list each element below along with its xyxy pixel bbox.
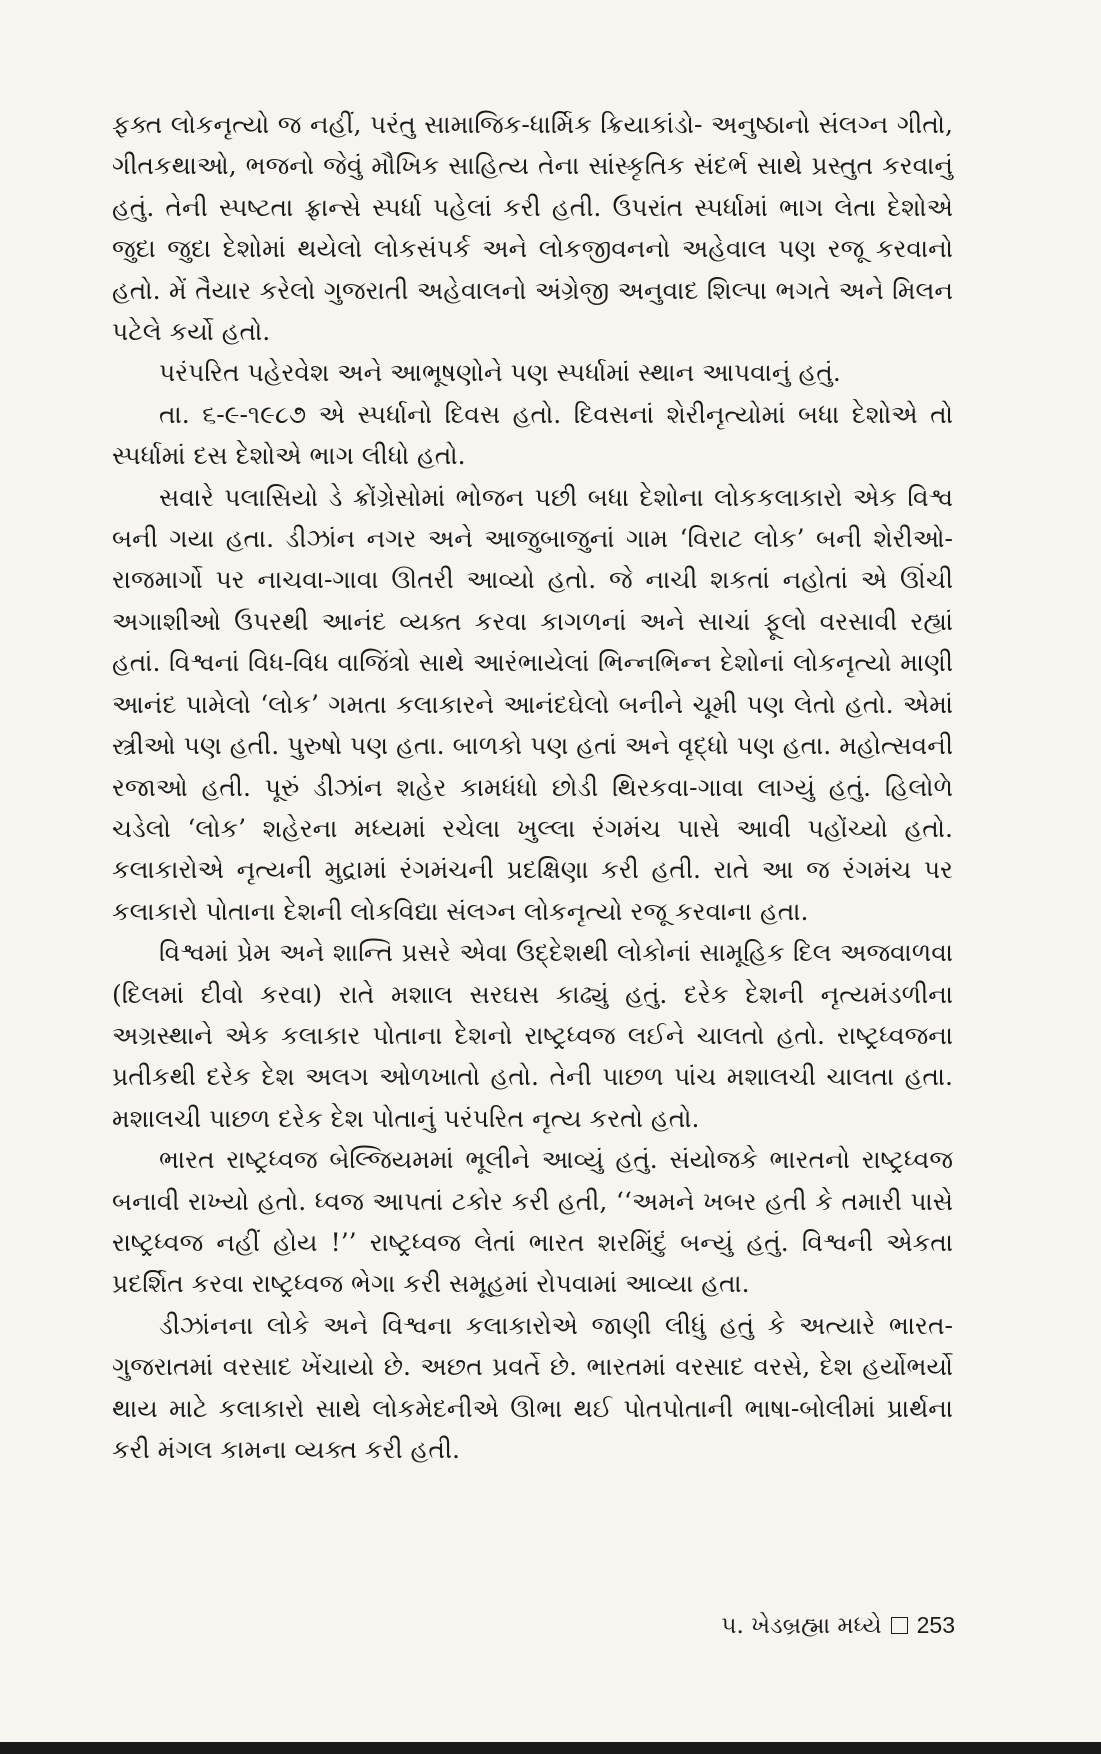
- paragraph-3: તા. ૬-૯-૧૯૮૭ એ સ્પર્ધાનો દિવસ હતો. દિવસનાં શેરીનૃત્યોમાં બધા દેશોએ તો સ્પર્ધામાં દસ દેશોએ ભાગ લીધો હતો.: [112, 399, 953, 471]
- paragraph-2: પરંપરિત પહેરવેશ અને આભૂષણોને પણ સ્પર્ધામાં સ્થાન આપવાનું હતું.: [159, 358, 841, 388]
- paragraph-6: ભારત રાષ્ટ્રધ્વજ બેલ્જિયમમાં ભૂલીને આવ્યું હતું. સંયોજકે ભારતનો રાષ્ટ્રધ્વજ બનાવી રાખ્યો હતો. ધ્વજ આપતાં ટકોર કરી હતી, ‘‘અમને ખબર હતી કે તમારી પાસે રાષ્ટ્રધ્વજ નહીં હોય !’’ રાષ્ટ્રધ્વજ લેતાં ભારત શરમિંદું બન્યું હતું. વિશ્વની એકતા પ્રદર્શિત કરવા રાષ્ટ્રધ્વજ ભેગા કરી સમૂહમાં રોપવામાં આવ્યા હતા.: [112, 1145, 953, 1299]
- scan-edge: [0, 1742, 1101, 1754]
- box-icon: [891, 1617, 908, 1634]
- page-number: 253: [916, 1612, 955, 1638]
- body-text: [112, 104, 953, 1470]
- paragraph-7: ડીઝાંનના લોકે અને વિશ્વના કલાકારોએ જાણી લીધું હતું કે અત્યારે ભારત-ગુજરાતમાં વરસાદ ખેંચાયો છે. અછત પ્રવર્તે છે. ભારતમાં વરસાદ વરસે, દેશ હર્યોભર્યો થાય માટે કલાકારો સાથે લોકમેદનીએ ઊભા થઈ પોતપોતાની ભાષા-બોલીમાં પ્રાર્થના કરી મંગલ કામના વ્યક્ત કરી હતી.: [112, 1310, 953, 1464]
- running-head: ૫. ખેડબ્રહ્મા મધ્યે: [721, 1612, 882, 1639]
- paragraph-5: વિશ્વમાં પ્રેમ અને શાન્તિ પ્રસરે એવા ઉદ્દેશથી લોકોનાં સામૂહિક દિલ અજવાળવા (દિલમાં દીવો કરવા) રાતે મશાલ સરઘસ કાઢ્યું હતું. દરેક દેશની નૃત્યમંડળીના અગ્રસ્થાને એક કલાકાર પોતાના દેશનો રાષ્ટ્રધ્વજ લઈને ચાલતો હતો. રાષ્ટ્રધ્વજના પ્રતીકથી દરેક દેશ અલગ ઓળખાતો હતો. તેની પાછળ પાંચ મશાલચી ચાલતા હતા. મશાલચી પાછળ દરેક દેશ પોતાનું પરંપરિત નૃત્ય કરતો હતો.: [112, 938, 953, 1133]
- paragraph-4: સવારે પલાસિયો ડે ક્રોંગ્રેસોમાં ભોજન પછી બધા દેશોના લોકકલાકારો એક વિશ્વ બની ગયા હતા. ડીઝાંન નગર અને આજુબાજુનાં ગામ ‘વિરાટ લોક’ બની શેરીઓ-રાજમાર્ગો પર નાચવા-ગાવા ઊતરી આવ્યો હતો. જે નાચી શકતાં નહોતાં એ ઊંચી અગાશીઓ ઉપરથી આનંદ વ્યક્ત કરવા કાગળનાં અને સાચાં ફૂલો વરસાવી રહ્યાં હતાં. વિશ્વનાં વિધ-વિધ વાજિંત્રો સાથે આરંભાયેલાં ભિન્નભિન્ન દેશોનાં લોકનૃત્યો માણી આનંદ પામેલો ‘લોક’ ગમતા કલાકારને આનંદઘેલો બનીને ચૂમી પણ લેતો હતો. એમાં સ્ત્રીઓ પણ હતી. પુરુષો પણ હતા. બાળકો પણ હતાં અને વૃદ્ધો પણ હતા. મહોત્સવની રજાઓ હતી. પૂરું ડીઝાંન શહેર કામધંધો છોડી થિરકવા-ગાવા લાગ્યું હતું. હિલોળે ચડેલો ‘લોક’ શહેરના મધ્યમાં રચેલા ખુલ્લા રંગમંચ પાસે આવી પહોંચ્યો હતો. કલાકારોએ નૃત્યની મુદ્રામાં રંગમંચની પ્રદક્ષિણા કરી હતી. રાતે આ જ રંગમંચ પર કલાકારો પોતાના દેશની લોકવિદ્યા સંલગ્ન લોકનૃત્યો રજૂ કરવાના હતા.: [112, 482, 953, 926]
- paragraph-1: ફક્ત લોકનૃત્યો જ નહીં, પરંતુ સામાજિક-ધાર્મિક ક્રિયાકાંડો- અનુષ્ઠાનો સંલગ્ન ગીતો, ગીતકથાઓ, ભજનો જેવું મૌખિક સાહિત્ય તેના સાંસ્કૃતિક સંદર્ભ સાથે પ્રસ્તુત કરવાનું હતું. તેની સ્પષ્ટતા ફ્રાન્સે સ્પર્ધા પહેલાં કરી હતી. ઉપરાંત સ્પર્ધામાં ભાગ લેતા દેશોએ જુદા જુદા દેશોમાં થયેલો લોકસંપર્ક અને લોકજીવનનો અહેવાલ પણ રજૂ કરવાનો હતો. મેં તૈયાર કરેલો ગુજરાતી અહેવાલનો અંગ્રેજી અનુવાદ શિલ્પા ભગતે અને મિલન પટેલે કર્યો હતો.: [112, 110, 953, 347]
- page-footer: [721, 1612, 955, 1639]
